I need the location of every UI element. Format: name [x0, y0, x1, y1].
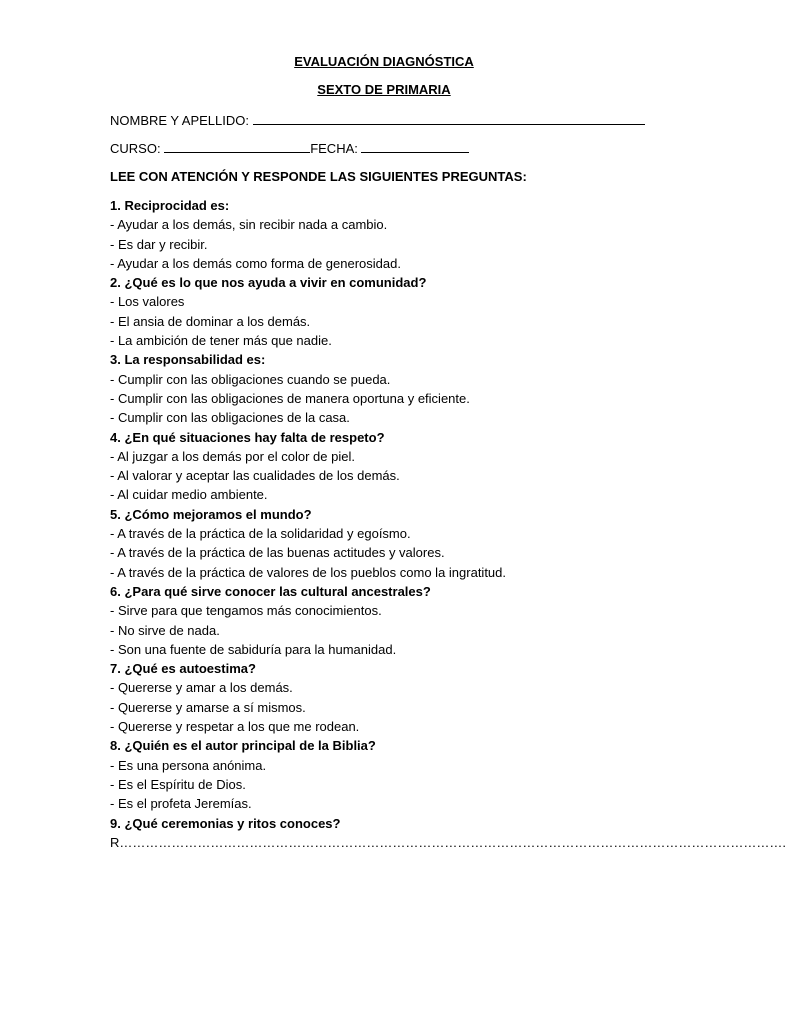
answer-option: - Al juzgar a los demás por el color de piel. [110, 448, 355, 464]
question-block [110, 505, 670, 582]
instructions: LEE CON ATENCIÓN Y RESPONDE LAS SIGUIENTES PREGUNTAS: [110, 169, 527, 184]
question-block [110, 428, 670, 505]
answer-option: - El ansia de dominar a los demás. [110, 313, 311, 329]
answer-option: - A través de la práctica de la solidaridad y egoísmo. [110, 526, 411, 542]
document-title: EVALUACIÓN DIAGNÓSTICA [294, 54, 474, 69]
question-text: 6. ¿Para qué sirve conocer las cultural ancestrales? [110, 583, 431, 599]
question-block [110, 659, 670, 736]
question-block [110, 582, 670, 659]
answer-option: - Ayudar a los demás como forma de generosidad. [110, 255, 401, 271]
answer-option: - Al valorar y aceptar las cualidades de los demás. [110, 468, 400, 484]
name-field-row [110, 112, 645, 129]
answer-option: - Es el profeta Jeremías. [110, 796, 252, 812]
answer-option: - A través de la práctica de las buenas actitudes y valores. [110, 545, 445, 561]
question-block [110, 273, 670, 350]
question-block [110, 350, 670, 427]
question-text: 1. Reciprocidad es: [110, 198, 230, 213]
question-text: 3. La responsabilidad es: [110, 352, 266, 368]
question-text: 9. ¿Qué ceremonias y ritos conoces? [110, 815, 341, 831]
question-text: 8. ¿Quién es el autor principal de la Biblia? [110, 738, 376, 754]
answer-option: - Los valores [110, 294, 185, 310]
question-text: 7. ¿Qué es autoestima? [110, 661, 256, 677]
date-label: FECHA: [310, 141, 358, 156]
course-label: CURSO: [110, 141, 161, 156]
answer-option: - La ambición de tener más que nadie. [110, 333, 332, 349]
answer-dotted-line[interactable]: R………………………………………………………………………………………………………………………………………. [110, 834, 786, 850]
answer-option: - Cumplir con las obligaciones cuando se pueda. [110, 371, 391, 387]
answer-option: - Quererse y amar a los demás. [110, 680, 293, 696]
answer-option: - Ayudar a los demás, sin recibir nada a cambio. [110, 217, 388, 233]
answer-option: - Quererse y amarse a sí mismos. [110, 699, 306, 715]
answer-option: - Al cuidar medio ambiente. [110, 487, 268, 503]
course-blank-line[interactable] [164, 140, 310, 153]
question-block [110, 814, 786, 853]
course-date-row [110, 140, 469, 157]
document-subtitle: SEXTO DE PRIMARIA [317, 82, 451, 97]
question-text: 4. ¿En qué situaciones hay falta de respeto? [110, 429, 385, 445]
answer-option: - Cumplir con las obligaciones de la casa. [110, 410, 350, 426]
answer-option: - Son una fuente de sabiduría para la humanidad. [110, 641, 397, 657]
name-label: NOMBRE Y APELLIDO: [110, 113, 249, 128]
name-blank-line[interactable] [253, 112, 645, 125]
questions-list [110, 196, 786, 852]
answer-option: - Quererse y respetar a los que me rodean. [110, 719, 360, 735]
question-text: 5. ¿Cómo mejoramos el mundo? [110, 506, 312, 522]
answer-option: - Es una persona anónima. [110, 757, 267, 773]
answer-option: - Es dar y recibir. [110, 236, 208, 252]
answer-option: - Sirve para que tengamos más conocimientos. [110, 603, 382, 619]
question-block [110, 736, 670, 813]
answer-option: - No sirve de nada. [110, 622, 220, 638]
question-text: 2. ¿Qué es lo que nos ayuda a vivir en comunidad? [110, 275, 427, 291]
answer-option: - Cumplir con las obligaciones de manera oportuna y eficiente. [110, 390, 470, 406]
answer-option: - Es el Espíritu de Dios. [110, 776, 246, 792]
answer-option: - A través de la práctica de valores de los pueblos como la ingratitud. [110, 564, 506, 580]
date-blank-line[interactable] [361, 140, 469, 153]
question-block [110, 196, 670, 273]
